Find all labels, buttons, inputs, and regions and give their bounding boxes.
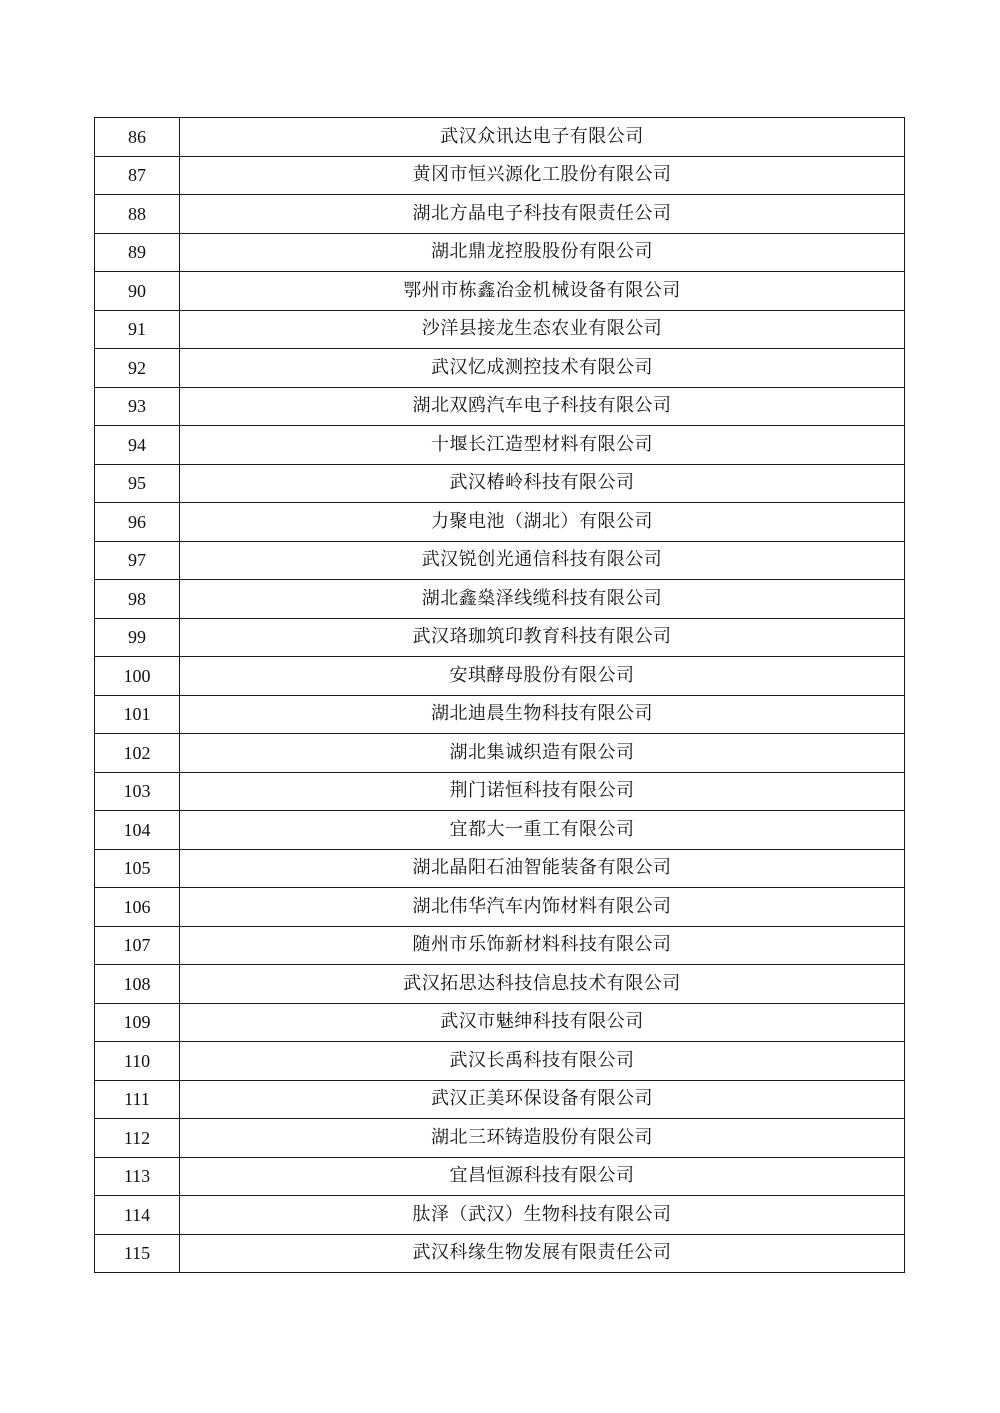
- company-name: 鄂州市栋鑫冶金机械设备有限公司: [180, 272, 905, 311]
- company-name: 湖北三环铸造股份有限公司: [180, 1119, 905, 1158]
- table-row: [95, 734, 905, 773]
- company-name: 武汉锐创光通信科技有限公司: [180, 541, 905, 580]
- row-number: 101: [95, 695, 180, 734]
- company-name: 宜都大一重工有限公司: [180, 811, 905, 850]
- table-row: [95, 888, 905, 927]
- company-name: 湖北集诚织造有限公司: [180, 734, 905, 773]
- company-list-table: [94, 117, 905, 1273]
- company-name: 湖北晶阳石油智能装备有限公司: [180, 849, 905, 888]
- table-row: [95, 349, 905, 388]
- company-name: 武汉珞珈筑印教育科技有限公司: [180, 618, 905, 657]
- row-number: 104: [95, 811, 180, 850]
- table-row: [95, 310, 905, 349]
- row-number: 115: [95, 1234, 180, 1273]
- row-number: 106: [95, 888, 180, 927]
- company-name: 力聚电池（湖北）有限公司: [180, 503, 905, 542]
- company-list-body: [95, 118, 905, 1273]
- company-name: 肽泽（武汉）生物科技有限公司: [180, 1196, 905, 1235]
- row-number: 95: [95, 464, 180, 503]
- row-number: 91: [95, 310, 180, 349]
- company-name: 武汉众讯达电子有限公司: [180, 118, 905, 157]
- table-row: [95, 464, 905, 503]
- table-row: [95, 618, 905, 657]
- company-name: 湖北鼎龙控股股份有限公司: [180, 233, 905, 272]
- table-row: [95, 657, 905, 696]
- company-name: 十堰长江造型材料有限公司: [180, 426, 905, 465]
- company-name: 沙洋县接龙生态农业有限公司: [180, 310, 905, 349]
- row-number: 90: [95, 272, 180, 311]
- table-row: [95, 387, 905, 426]
- row-number: 96: [95, 503, 180, 542]
- row-number: 99: [95, 618, 180, 657]
- row-number: 94: [95, 426, 180, 465]
- table-row: [95, 118, 905, 157]
- table-row: [95, 695, 905, 734]
- company-name: 黄冈市恒兴源化工股份有限公司: [180, 156, 905, 195]
- table-row: [95, 1157, 905, 1196]
- table-row: [95, 811, 905, 850]
- table-row: [95, 272, 905, 311]
- row-number: 98: [95, 580, 180, 619]
- company-name: 武汉市魅绅科技有限公司: [180, 1003, 905, 1042]
- row-number: 100: [95, 657, 180, 696]
- row-number: 112: [95, 1119, 180, 1158]
- company-name: 武汉长禹科技有限公司: [180, 1042, 905, 1081]
- table-row: [95, 1042, 905, 1081]
- company-name: 武汉忆成测控技术有限公司: [180, 349, 905, 388]
- company-name: 武汉拓思达科技信息技术有限公司: [180, 965, 905, 1004]
- table-row: [95, 1003, 905, 1042]
- row-number: 88: [95, 195, 180, 234]
- company-name: 湖北双鸥汽车电子科技有限公司: [180, 387, 905, 426]
- row-number: 111: [95, 1080, 180, 1119]
- table-row: [95, 541, 905, 580]
- company-name: 湖北迪晨生物科技有限公司: [180, 695, 905, 734]
- table-row: [95, 1119, 905, 1158]
- table-row: [95, 1196, 905, 1235]
- row-number: 113: [95, 1157, 180, 1196]
- company-name: 武汉正美环保设备有限公司: [180, 1080, 905, 1119]
- company-name: 荆门诺恒科技有限公司: [180, 772, 905, 811]
- table-row: [95, 1080, 905, 1119]
- row-number: 114: [95, 1196, 180, 1235]
- row-number: 97: [95, 541, 180, 580]
- table-row: [95, 233, 905, 272]
- company-name: 湖北伟华汽车内饰材料有限公司: [180, 888, 905, 927]
- table-row: [95, 580, 905, 619]
- table-row: [95, 965, 905, 1004]
- table-row: [95, 156, 905, 195]
- company-name: 武汉椿岭科技有限公司: [180, 464, 905, 503]
- company-name: 湖北鑫燊泽线缆科技有限公司: [180, 580, 905, 619]
- row-number: 86: [95, 118, 180, 157]
- table-row: [95, 503, 905, 542]
- row-number: 87: [95, 156, 180, 195]
- row-number: 105: [95, 849, 180, 888]
- row-number: 89: [95, 233, 180, 272]
- table-row: [95, 1234, 905, 1273]
- company-name: 安琪酵母股份有限公司: [180, 657, 905, 696]
- row-number: 110: [95, 1042, 180, 1081]
- table-row: [95, 926, 905, 965]
- table-row: [95, 849, 905, 888]
- table-row: [95, 772, 905, 811]
- row-number: 102: [95, 734, 180, 773]
- row-number: 103: [95, 772, 180, 811]
- row-number: 108: [95, 965, 180, 1004]
- row-number: 109: [95, 1003, 180, 1042]
- row-number: 92: [95, 349, 180, 388]
- row-number: 107: [95, 926, 180, 965]
- company-name: 武汉科缘生物发展有限责任公司: [180, 1234, 905, 1273]
- table-row: [95, 195, 905, 234]
- table-row: [95, 426, 905, 465]
- company-name: 宜昌恒源科技有限公司: [180, 1157, 905, 1196]
- row-number: 93: [95, 387, 180, 426]
- company-name: 湖北方晶电子科技有限责任公司: [180, 195, 905, 234]
- company-name: 随州市乐饰新材料科技有限公司: [180, 926, 905, 965]
